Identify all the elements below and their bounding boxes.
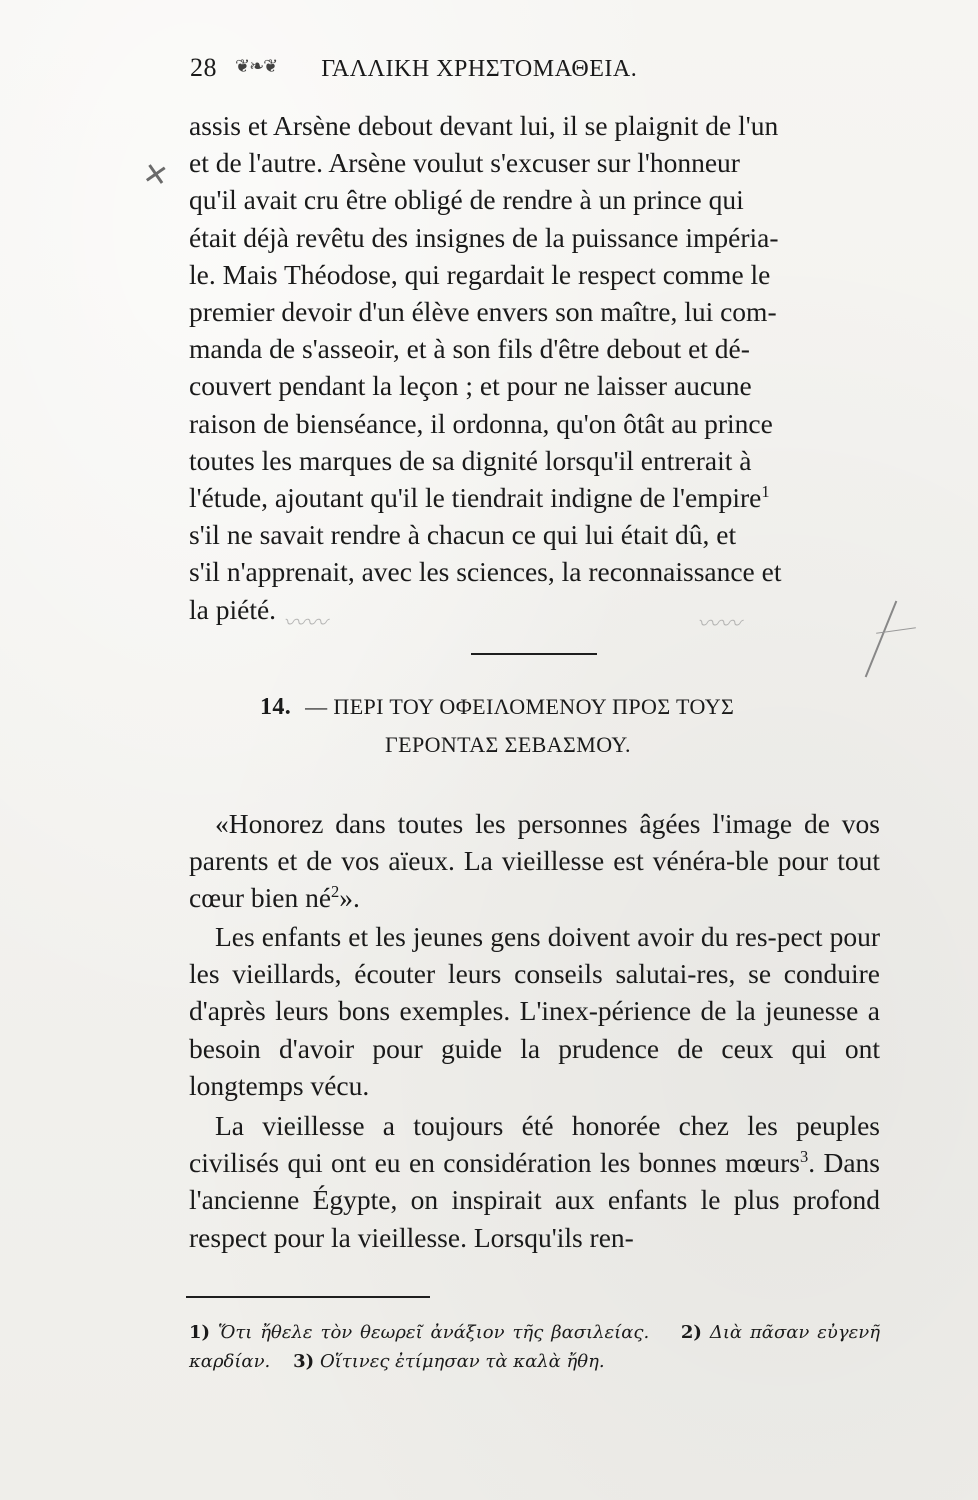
quote-text: «Honorez dans toutes les personnes âgées l'image de vos parents et de vos aïeux. La vieillesse est vénéra-ble pour tout cœur bien $né^2$». <box>189 808 880 914</box>
footnote-ref: 1 <box>761 481 770 501</box>
footnotes <box>189 1318 880 1376</box>
pencil-scribble-icon: 〰〰 <box>283 611 328 636</box>
quote-paragraph <box>189 805 880 917</box>
top-paragraph <box>189 107 880 628</box>
footnote-2-text: Διὰ πᾶσαν εὐγενῆ καρδίαν. <box>189 1322 880 1372</box>
pencil-scribble-icon: 〰〰 <box>697 612 742 637</box>
text-line: manda de s'asseoir, et à son fils d'être debout et dé- <box>189 333 750 365</box>
paragraph-2 <box>189 918 880 1104</box>
text-line: qu'il avait cru être obligé de rendre à un prince qui <box>189 184 744 216</box>
footnote-rule <box>186 1296 430 1298</box>
text-line: premier devoir d'un élève envers son maître, lui com- <box>189 296 777 328</box>
footnote-1-text: Ὅτι ἤθελε τὸν θεωρεῖ ἀνάξιον τῆς βασιλείας. <box>217 1322 650 1343</box>
footnote-1-marker: 1) <box>189 1322 211 1343</box>
text-line: couvert pendant la leçon ; et pour ne laisser aucune <box>189 370 752 402</box>
text-line: toutes les marques de sa dignité lorsqu'il entrerait à <box>189 444 752 476</box>
section-heading-line-1 <box>190 688 880 726</box>
text-line: et de l'autre. Arsène voulut s'excuser sur l'honneur <box>189 147 740 179</box>
section-title-line-1: ΠΕΡΙ ΤΟΥ ΟΦΕΙΛΟΜΕΝΟΥ ΠΡΟΣ ΤΟΥΣ <box>333 694 735 719</box>
text-line: s'il n'apprenait, avec les sciences, la reconnaissance et <box>189 556 782 588</box>
text-line: s'il ne savait rendre à chacun ce qui lui était dû, et <box>189 519 737 551</box>
paragraph-3 <box>189 1107 880 1256</box>
text-line: assis et Arsène debout devant lui, il se plaignit de l'un <box>189 110 779 141</box>
section-number: 14. <box>260 694 292 720</box>
footnote-3-text: Οἵτινες ἐτίμησαν τὰ καλὰ ἤθη. <box>319 1351 605 1372</box>
section-title-line-2: ΓΕΡΟΝΤΑΣ ΣΕΒΑΣΜΟΥ. <box>385 732 631 757</box>
footnote-2-marker: 2) <box>680 1322 702 1343</box>
section-divider <box>471 653 597 655</box>
page-header <box>190 53 880 93</box>
footnote-3-marker: 3) <box>293 1351 315 1372</box>
paragraph-2-text: Les enfants et les jeunes gens doivent avoir du res-pect pour les vieillards, écouter leurs conseils salutai-res, se conduire d'après leurs bons exemples. L'inex-périence de la jeunesse a besoin d'avoir pour guide la prudence de ceux qui ont longtemps vécu. <box>189 921 880 1101</box>
paragraph-3-text: La vieillesse a toujours été honorée chez les peuples civilisés qui ont eu en considération les bonnes mœurs$^3$. Dans l'ancienne Égypte, on inspirait aux enfants le plus profond respect pour la vieillesse. Lorsqu'ils ren- <box>189 1110 880 1253</box>
section-heading <box>190 688 880 764</box>
footnote-ref: 2 <box>331 882 340 902</box>
page-number: 28 <box>190 53 217 82</box>
footnote-ref: 3 <box>799 1147 809 1167</box>
text-line: le. Mais Théodose, qui regardait le respect comme le <box>189 258 771 290</box>
text-line: l'étude, ajoutant qu'il le tiendrait indigne de l'empire$^1$ <box>189 481 770 514</box>
text-line: la piété. <box>189 593 277 625</box>
running-title: ΓΑΛΛΙΚΗ ΧΡΗΣΤΟΜΑΘΕΙΑ. <box>321 56 638 82</box>
section-dash: — <box>305 694 328 719</box>
text-line: raison de bienséance, il ordonna, qu'on ôtât au prince <box>189 407 773 439</box>
text-line: était déjà revêtu des insignes de la puissance impéria- <box>189 221 779 253</box>
ornament-icon: ❦❧❦ <box>235 56 278 77</box>
pencil-cross-icon: ✕ <box>140 156 171 195</box>
